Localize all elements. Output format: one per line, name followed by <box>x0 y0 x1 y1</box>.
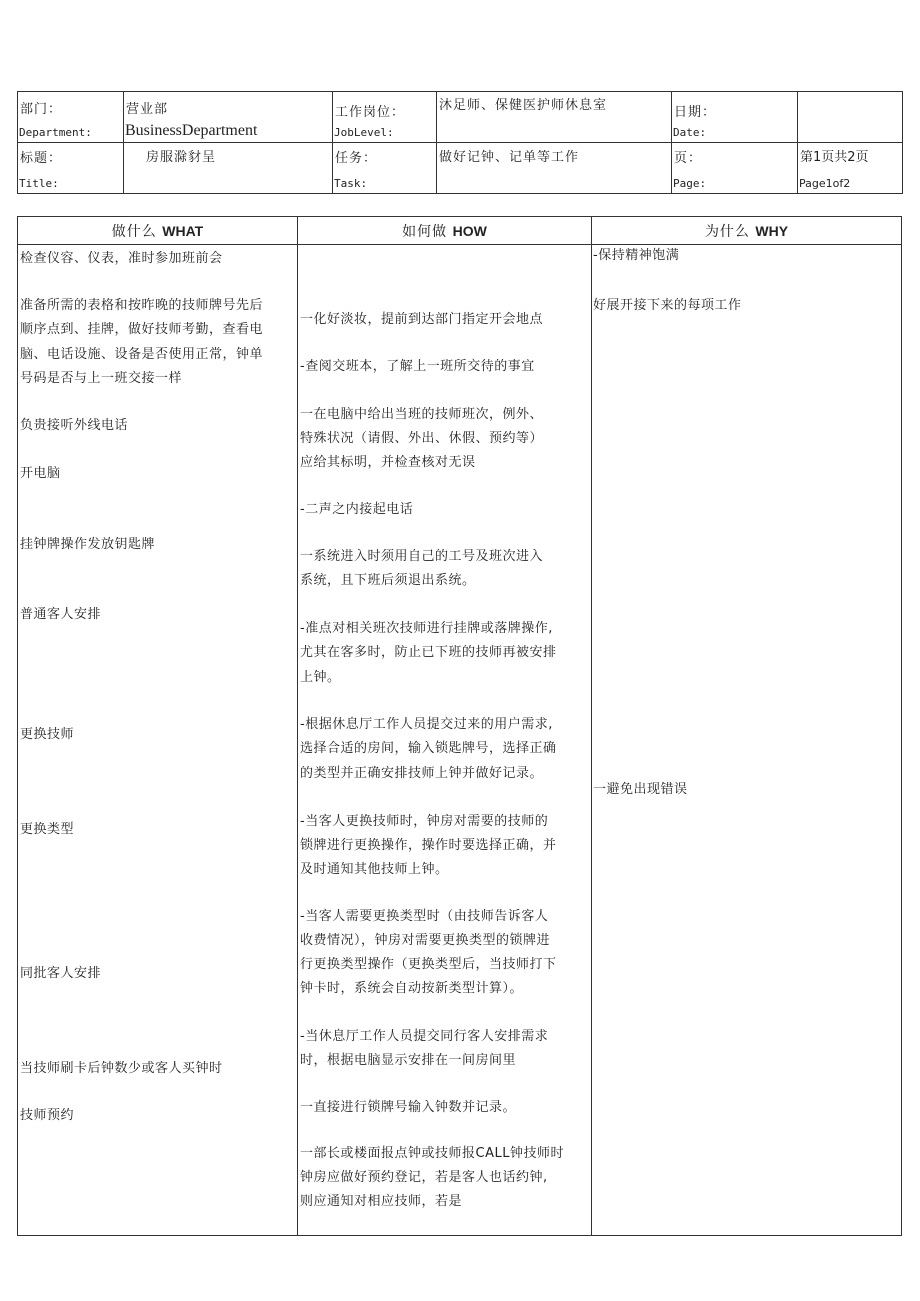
how-item: 一化好淡妆，提前到达部门指定开会地点 <box>300 312 544 327</box>
page-value: 第1页共2页 <box>800 150 869 165</box>
task-label: 任务： <box>335 151 378 166</box>
how-item: 的类型并正确安排技师上钟并做好记录。 <box>300 766 544 781</box>
department-value: 营业部 <box>126 102 169 117</box>
why-item: 一避免出现错误 <box>593 782 688 797</box>
how-item: 锁牌进行更换操作，操作时要选择正确，并 <box>300 838 557 853</box>
how-item: 特殊状况（请假、外出、休假、预约等） <box>300 431 544 446</box>
how-item: -准点对相关班次技师进行挂牌或落牌操作, <box>300 621 553 636</box>
post-value-cell <box>437 92 672 143</box>
how-item: 行更换类型操作（更换类型后，当技师打下 <box>300 957 557 972</box>
page-label-cell <box>672 143 798 194</box>
what-item: 普通客人安排 <box>20 607 102 622</box>
why-header-en: WHY <box>755 223 789 239</box>
task-label-en: Task: <box>334 177 368 190</box>
why-column-header <box>592 217 901 245</box>
how-item: 则应通知对相应技师，若是 <box>300 1194 463 1209</box>
what-item: 当技师刷卡后钟数少或客人买钟时 <box>20 1061 223 1076</box>
how-item: 尤其在客多时，防止已下班的技师再被安排 <box>300 645 557 660</box>
title-value-cell <box>124 143 333 194</box>
page-value-cell <box>798 143 903 194</box>
department-label-cell <box>18 92 124 143</box>
what-item: 号码是否与上一班交接一样 <box>20 371 183 386</box>
column-divider <box>591 217 592 1235</box>
post-label-cell <box>333 92 437 143</box>
what-item: 技师预约 <box>20 1108 75 1123</box>
post-label: 工作岗位： <box>335 105 406 120</box>
what-item: 更换技师 <box>20 727 75 742</box>
what-item: 脑、电话设施、设备是否使用正常，钟单 <box>20 347 264 362</box>
page-label-en: Page: <box>673 177 707 190</box>
how-item: 系统，且下班后须退出系统。 <box>300 573 476 588</box>
date-value-cell <box>798 92 903 143</box>
page-value-en: Page1of2 <box>799 177 851 190</box>
column-divider <box>297 217 298 1235</box>
how-item: -当休息厅工作人员提交同行客人安排需求 <box>300 1029 549 1044</box>
date-label-cell <box>672 92 798 143</box>
what-item: 顺序点到、挂牌，做好技师考勤，查看电 <box>20 322 264 337</box>
what-item: 开电脑 <box>20 466 61 481</box>
how-item: 时，根据电脑显示安排在一间房间里 <box>300 1053 517 1068</box>
page-label: 页： <box>674 151 703 166</box>
why-item: -保持精神饱满 <box>593 248 680 263</box>
task-label-cell <box>333 143 437 194</box>
how-item: 一系统进入时须用自己的工号及班次进入 <box>300 549 544 564</box>
how-item: -根据休息厅工作人员提交过来的用户需求, <box>300 717 553 732</box>
how-item: 一直接进行锁牌号输入钟数并记录。 <box>300 1100 517 1115</box>
department-value-cell <box>124 92 333 143</box>
title-label-en: Title: <box>19 177 59 190</box>
header-table <box>17 91 903 194</box>
date-label-en: Date: <box>673 126 707 139</box>
task-value: 做好记钟、记单等工作 <box>439 150 580 165</box>
how-item: 钟房应做好预约登记，若是客人也话约钟, <box>300 1170 548 1185</box>
how-header-cn: 如何做 <box>402 224 448 240</box>
date-label: 日期： <box>674 105 717 120</box>
what-header-cn: 做什么 <box>111 224 157 240</box>
what-item: 负贵接听外线电话 <box>20 418 129 433</box>
why-item: 好展开接下来的每项工作 <box>593 298 742 313</box>
title-label-cell <box>18 143 124 194</box>
how-item: 及时通知其他技师上钟。 <box>300 862 449 877</box>
how-header-en: HOW <box>452 223 487 239</box>
what-item: 同批客人安排 <box>20 966 102 981</box>
how-item: -查阅交班本，了解上一班所交待的事宜 <box>300 359 535 374</box>
what-item: 检查仪容、仪表，准时参加班前会 <box>20 251 223 266</box>
what-item: 挂钟牌操作发放钥匙牌 <box>20 537 156 552</box>
why-header-cn: 为什么 <box>704 224 750 240</box>
post-value: 沐足师、保健医护师休息室 <box>439 98 608 113</box>
department-value-en: BusinessDepartment <box>125 122 258 139</box>
how-item: -当客人更换技师时，钟房对需要的技师的 <box>300 814 549 829</box>
what-header-en: WHAT <box>162 223 204 239</box>
how-item: 选择合适的房间，输入锁匙牌号，选择正确 <box>300 741 557 756</box>
post-label-en: JobLevel: <box>334 126 394 139</box>
what-item: 更换类型 <box>20 822 75 837</box>
title-label: 标题： <box>20 151 63 166</box>
what-item: 准备所需的表格和按昨晚的技师牌号先后 <box>20 298 264 313</box>
how-item: 上钟。 <box>300 670 341 685</box>
how-column-header <box>298 217 591 245</box>
task-value-cell <box>437 143 672 194</box>
how-item: 一在电脑中给出当班的技师班次，例外、 <box>300 407 544 422</box>
how-item: 收费情况），钟房对需要更换类型的锁牌进 <box>300 933 551 948</box>
title-value: 房服滁豺呈 <box>146 150 217 165</box>
how-item: 一部长或楼面报点钟或技师报CALL钟技师时 <box>300 1146 564 1161</box>
what-column-header <box>18 217 297 245</box>
how-item: 钟卡时，系统会自动按新类型计算）。 <box>300 981 524 996</box>
how-item: -二声之内接起电话 <box>300 502 414 517</box>
department-label: 部门： <box>20 102 63 117</box>
how-item: -当客人需要更换类型时（由技师告诉客人 <box>300 909 549 924</box>
procedure-table <box>17 216 902 1236</box>
department-label-en: Department: <box>19 126 92 139</box>
how-item: 应给其标明，并检查核对无误 <box>300 455 476 470</box>
